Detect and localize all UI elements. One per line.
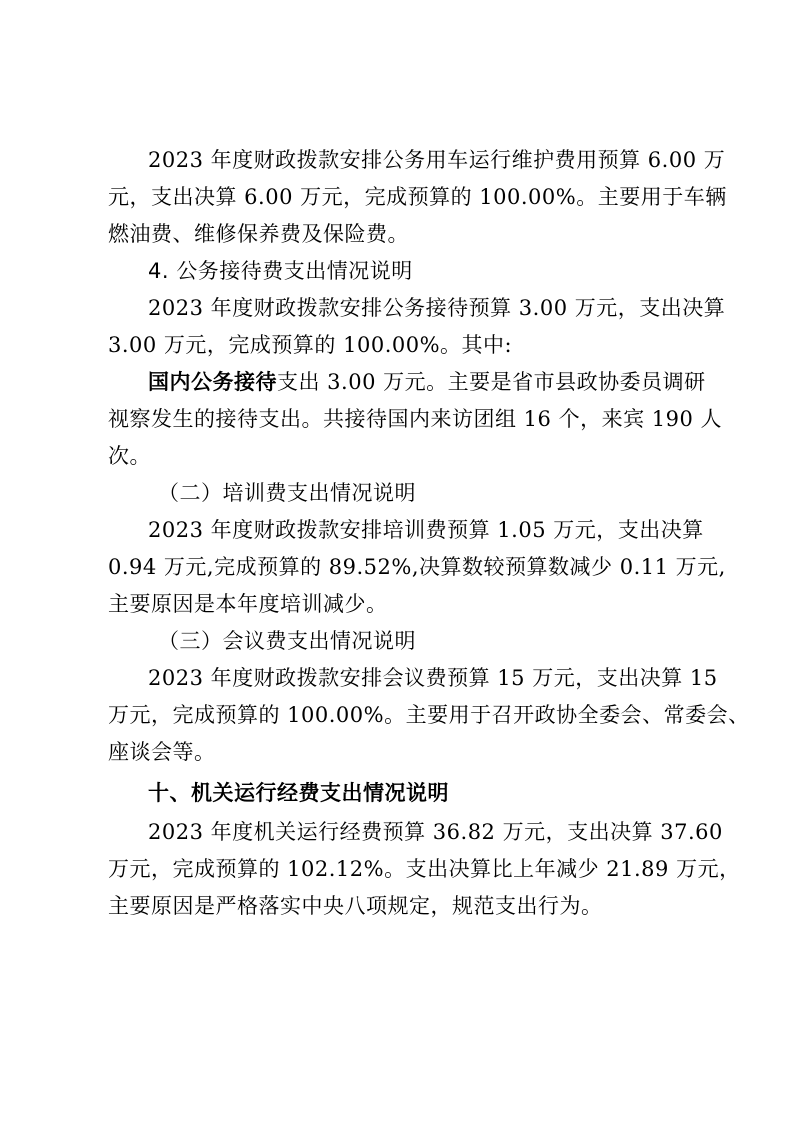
paragraph-line: 2023 年度财政拨款安排会议费预算 15 万元，支出决算 15 [148,666,718,690]
section-heading: （三）会议费支出情况说明 [158,629,416,653]
paragraph-line: 视察发生的接待支出。共接待国内来访团组 16 个，来宾 190 人 [108,407,723,431]
paragraph-line: 0.94 万元,完成预算的 89.52%,决算数较预算数减少 0.11 万元, [108,555,726,579]
paragraph-line: 主要原因是本年度培训减少。 [108,592,388,616]
paragraph-line: 2023 年度机关运行经费预算 36.82 万元，支出决算 37.60 [148,820,723,844]
paragraph-line: 2023 年度财政拨款安排培训费预算 1.05 万元，支出决算 [148,518,704,542]
paragraph-text: 支出 3.00 万元。主要是省市县政协委员调研 [277,370,706,394]
paragraph-line: 主要原因是严格落实中央八项规定，规范支出行为。 [108,894,603,918]
paragraph-line: 3.00 万元，完成预算的 100.00%。其中: [108,333,513,357]
paragraph-line [148,367,706,397]
paragraph-line: 燃油费、维修保养费及保险费。 [108,222,409,246]
section-heading: 十、机关运行经费支出情况说明 [148,781,449,805]
bold-lead-text: 国内公务接待 [148,370,277,394]
section-heading: 4. 公务接待费支出情况说明 [148,259,413,283]
paragraph-line: 万元，完成预算的 102.12%。支出决算比上年减少 21.89 万元， [108,857,741,881]
paragraph-line: 2023 年度财政拨款安排公务用车运行维护费用预算 6.00 万 [148,148,726,172]
paragraph-line: 万元，完成预算的 100.00%。主要用于召开政协全委会、常委会、 [108,703,750,727]
section-heading: （二）培训费支出情况说明 [158,481,416,505]
paragraph-line: 2023 年度财政拨款安排公务接待预算 3.00 万元，支出决算 [148,296,726,320]
paragraph-line: 次。 [108,444,151,468]
paragraph-line: 元，支出决算 6.00 万元，完成预算的 100.00%。主要用于车辆 [108,185,727,209]
paragraph-line: 座谈会等。 [108,740,216,764]
